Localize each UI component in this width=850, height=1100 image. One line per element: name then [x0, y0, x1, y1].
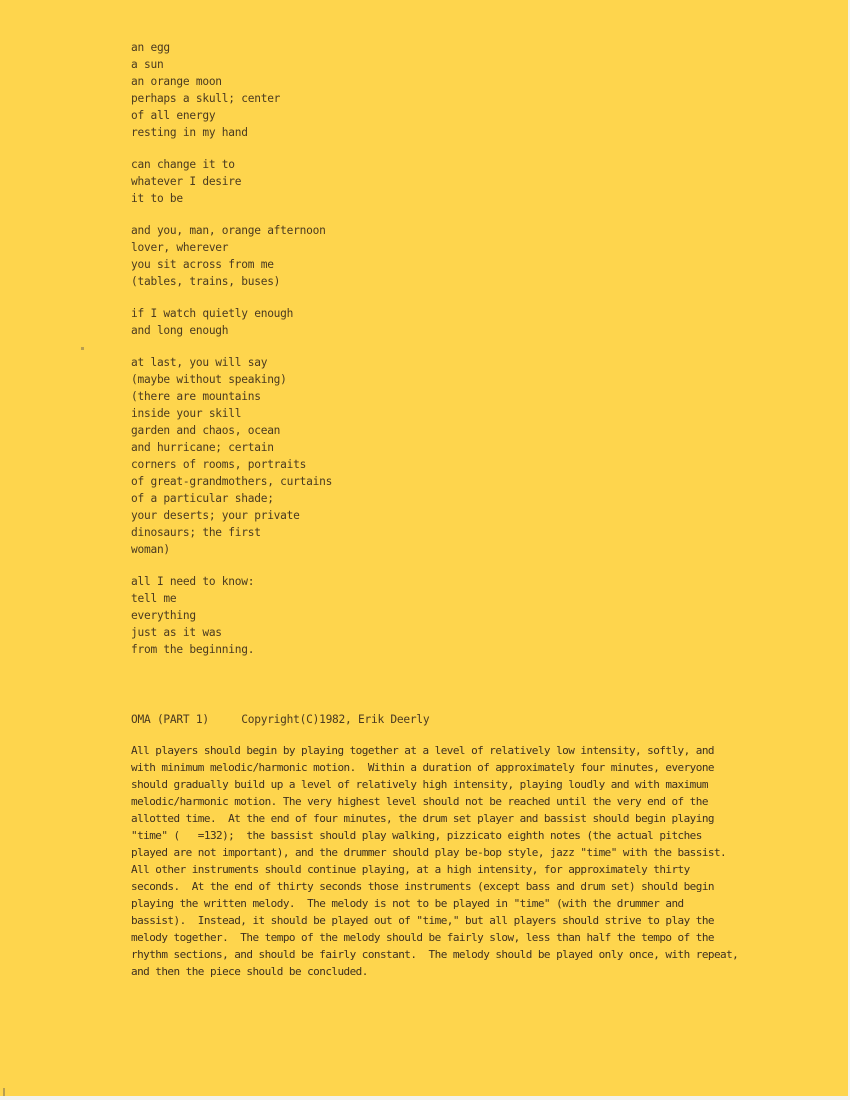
- paper-speck: [81, 347, 84, 350]
- instruction-line: and then the piece should be concluded.: [131, 965, 368, 978]
- poem-stanza-4: [131, 305, 332, 339]
- poem-line: everything: [131, 609, 196, 622]
- poem-line: a sun: [131, 58, 164, 71]
- poem-line: woman): [131, 543, 170, 556]
- poem-line: lover, wherever: [131, 241, 229, 254]
- poem-stanza-3: [131, 222, 332, 290]
- piece-title-copyright: OMA (PART 1) Copyright(C)1982, Erik Deerly: [131, 713, 430, 726]
- poem-line: at last, you will say: [131, 356, 268, 369]
- poem-line: and you, man, orange afternoon: [131, 224, 326, 237]
- instruction-line: melody together. The tempo of the melody should be fairly slow, less than half the tempo of the: [131, 931, 714, 944]
- instruction-line: rhythm sections, and should be fairly constant. The melody should be played only once, with repeat,: [131, 948, 739, 961]
- poem-line: inside your skill: [131, 407, 242, 420]
- poem-line: from the beginning.: [131, 643, 255, 656]
- poem-line: and long enough: [131, 324, 229, 337]
- poem-line: corners of rooms, portraits: [131, 458, 307, 471]
- poem-line: of all energy: [131, 109, 216, 122]
- poem-line: you sit across from me: [131, 258, 274, 271]
- instruction-line: with minimum melodic/harmonic motion. Within a duration of approximately four minutes, everyone: [131, 761, 714, 774]
- poem-stanza-5: [131, 354, 332, 558]
- poem-line: whatever I desire: [131, 175, 242, 188]
- poem-line: if I watch quietly enough: [131, 307, 294, 320]
- poem-line: just as it was: [131, 626, 222, 639]
- poem-line: of great-grandmothers, curtains: [131, 475, 333, 488]
- poem-line: tell me: [131, 592, 177, 605]
- poem-stanza-2: [131, 156, 332, 207]
- poem-line: perhaps a skull; center: [131, 92, 281, 105]
- instruction-line: All other instruments should continue playing, at a high intensity, for approximately thirty: [131, 863, 690, 876]
- poem-line: it to be: [131, 192, 183, 205]
- poem-line: dinosaurs; the first: [131, 526, 261, 539]
- poem-line: (maybe without speaking): [131, 373, 287, 386]
- instruction-line: played are not important), and the drummer should play be-bop style, jazz "time" with the bassist.: [131, 846, 727, 859]
- poem-line: and hurricane; certain: [131, 441, 274, 454]
- poem-line: an orange moon: [131, 75, 222, 88]
- poem-line: resting in my hand: [131, 126, 248, 139]
- poem: [131, 39, 332, 673]
- poem-line: an egg: [131, 41, 170, 54]
- instruction-line: playing the written melody. The melody is not to be played in "time" (with the drummer and: [131, 897, 684, 910]
- instruction-line: allotted time. At the end of four minutes, the drum set player and bassist should begin playing: [131, 812, 714, 825]
- performance-instructions: [131, 742, 739, 980]
- instruction-line: should gradually build up a level of relatively high intensity, playing loudly and with maximum: [131, 778, 708, 791]
- poem-line: can change it to: [131, 158, 235, 171]
- instruction-line: seconds. At the end of thirty seconds those instruments (except bass and drum set) should begin: [131, 880, 714, 893]
- instruction-line: bassist). Instead, it should be played out of "time," but all players should strive to play the: [131, 914, 714, 927]
- poem-line: all I need to know:: [131, 575, 255, 588]
- poem-line: garden and chaos, ocean: [131, 424, 281, 437]
- poem-stanza-6: [131, 573, 332, 658]
- instruction-line: All players should begin by playing together at a level of relatively low intensity, softly, and: [131, 744, 714, 757]
- poem-line: (tables, trains, buses): [131, 275, 281, 288]
- poem-line: (there are mountains: [131, 390, 261, 403]
- instruction-line: melodic/harmonic motion. The very highest level should not be reached until the very end of the: [131, 795, 708, 808]
- poem-line: your deserts; your private: [131, 509, 300, 522]
- poem-stanza-1: [131, 39, 332, 141]
- poem-line: of a particular shade;: [131, 492, 274, 505]
- instruction-line: "time" ( =132); the bassist should play walking, pizzicato eighth notes (the actual pitches: [131, 829, 702, 842]
- paper-speck: [3, 1088, 5, 1096]
